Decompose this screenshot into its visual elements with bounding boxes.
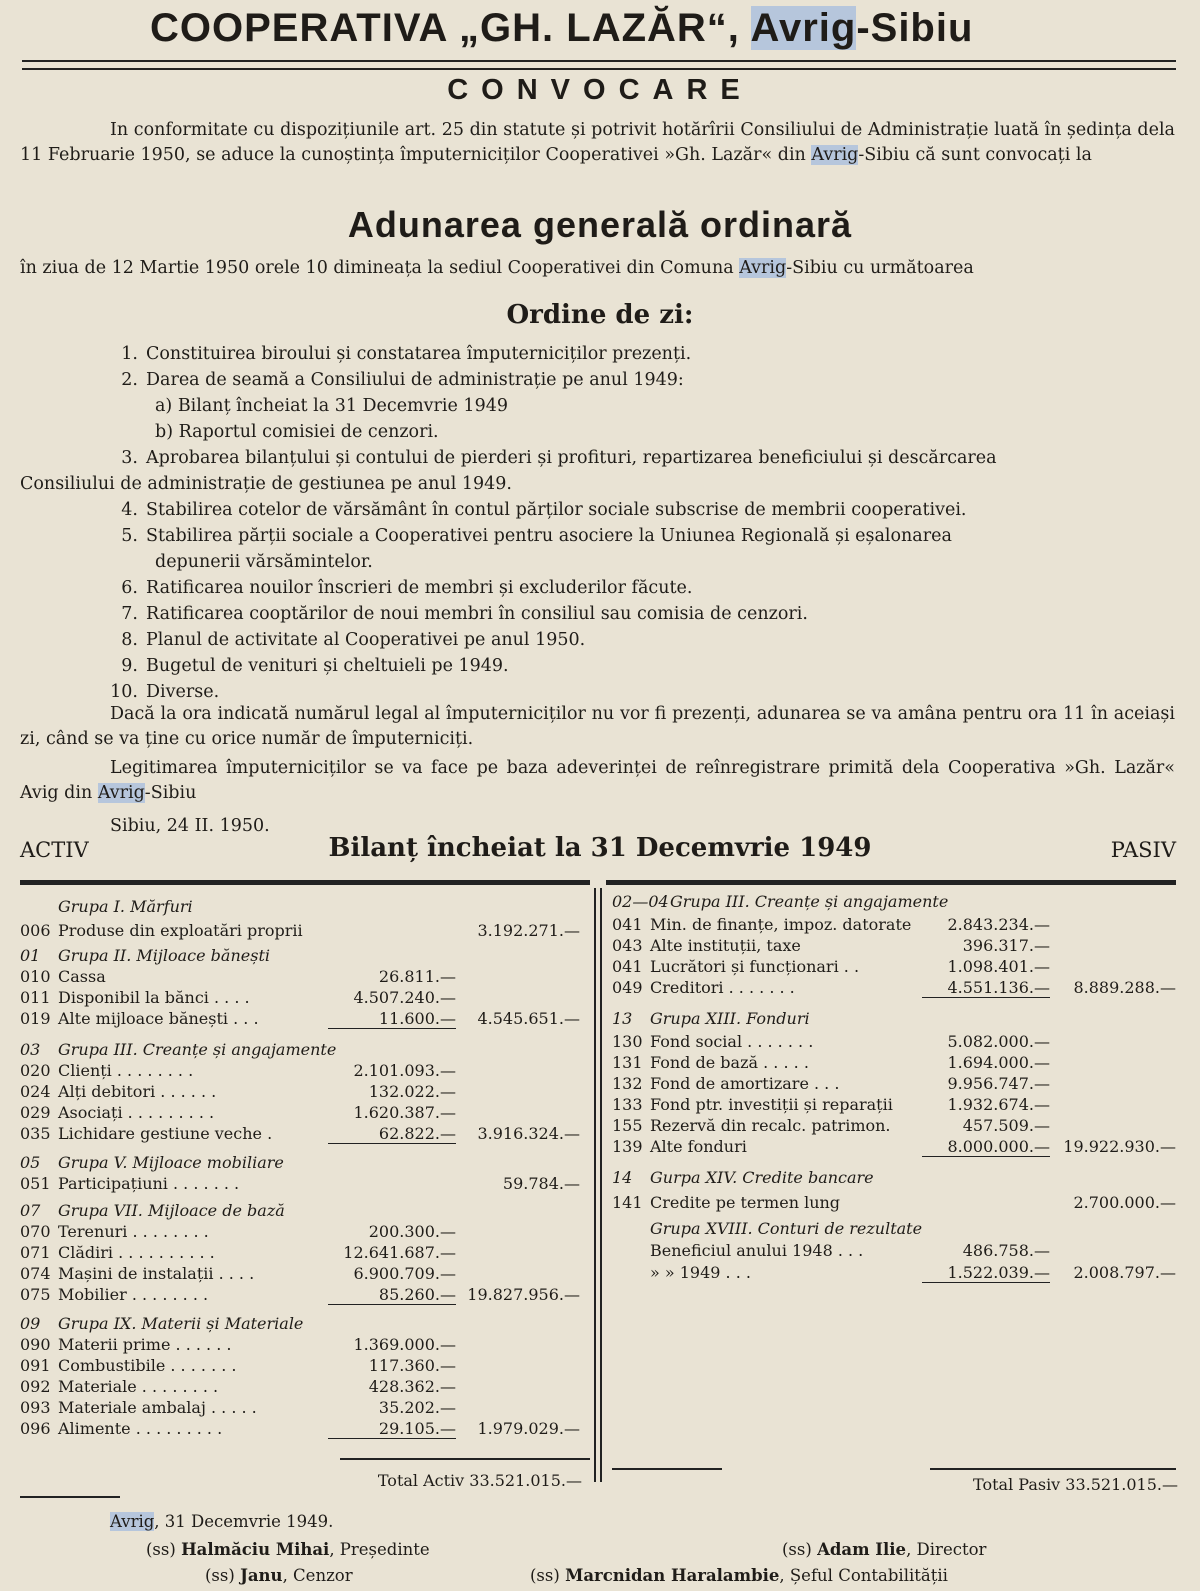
agenda-item-number: 6. (121, 578, 138, 598)
account-label: Fond ptr. investiții și reparații (650, 1095, 893, 1114)
account-amount: 11.600.— (378, 1009, 456, 1028)
agenda-item-text: b) Raportul comisiei de cenzori. (155, 422, 439, 442)
agenda-item-text: Darea de seamă a Consiliului de administrație pe anul 1949: (146, 370, 684, 390)
agenda-item-text: Aprobarea bilanțului și contului de pierderi și profituri, repartizarea beneficiului și descărcarea (146, 448, 997, 468)
account-label: Cassa (58, 967, 106, 986)
account-code: 043 (612, 936, 643, 955)
account-amount: 9.956.747.— (947, 1074, 1050, 1093)
agenda-item (108, 576, 692, 601)
account-label: Rezervă din recalc. patrimon. (650, 1116, 891, 1135)
account-amount: 1.098.401.— (947, 957, 1050, 976)
meeting-paragraph: în ziua de 12 Martie 1950 orele 10 dimineața la sediul Cooperativei din Comuna Avrig-Sibiu cu următoarea (20, 258, 974, 278)
total-activ: Total Activ 33.521.015.— (377, 1471, 582, 1490)
account-label: Clădiri . . . . . . . . . . (58, 1243, 215, 1262)
account-code: 051 (20, 1174, 51, 1193)
agenda-item-number: 5. (121, 526, 138, 546)
account-amount: 29.105.— (378, 1419, 456, 1438)
total-pasiv-left-rule (612, 1468, 722, 1470)
account-row (612, 1094, 893, 1115)
account-row (612, 1073, 839, 1094)
account-row (20, 1418, 222, 1439)
account-label: Asociați . . . . . . . . . (58, 1103, 215, 1122)
account-label: Grupa III. Creanțe și angajamente (58, 1040, 337, 1059)
account-amount: 200.300.— (368, 1222, 456, 1241)
account-row (20, 1123, 272, 1144)
account-row (612, 1136, 747, 1157)
group-total: 19.922.930.— (1063, 1137, 1176, 1156)
agenda-item-number: 8. (121, 630, 138, 650)
account-amount: 117.360.— (368, 1356, 456, 1375)
account-row (612, 914, 911, 935)
activ-heading: ACTIV (20, 838, 89, 862)
account-amount: 12.641.687.— (343, 1243, 456, 1262)
account-code: 092 (20, 1377, 51, 1396)
group-total: 4.545.651.— (477, 1009, 580, 1028)
account-code: 131 (612, 1053, 643, 1072)
agenda-item-text: a) Bilanț încheiat la 31 Decemvrie 1949 (155, 396, 508, 416)
agenda-item-number: 10. (110, 682, 138, 702)
group-total: 1.979.029.— (477, 1419, 580, 1438)
account-code: 006 (20, 921, 51, 940)
account-row (20, 1173, 239, 1194)
account-label: Alte fonduri (650, 1137, 747, 1156)
account-row (612, 1031, 813, 1052)
account-amount: 2.101.093.— (353, 1061, 456, 1080)
account-code: 024 (20, 1082, 51, 1101)
account-row (20, 1284, 208, 1305)
account-code: 029 (20, 1103, 51, 1122)
account-row (612, 977, 795, 998)
agenda-item (155, 550, 373, 575)
account-label: Terenuri . . . . . . . . (58, 1222, 209, 1241)
account-code: 041 (612, 957, 643, 976)
account-label: Credite pe termen lung (650, 1193, 841, 1212)
signature-censor: (ss) Janu, Cenzor (205, 1566, 353, 1585)
account-code: 133 (612, 1095, 643, 1114)
credentials-paragraph: Legitimarea împuterniciților se va face pe baza adeverinței de reînregistrare primită dela Cooperativa »Gh. Lazăr« Avig din Avrig-Sibiu (20, 758, 1175, 803)
account-amount: 1.369.000.— (353, 1335, 456, 1354)
account-label: Alte mijloace bănești . . . (58, 1009, 259, 1028)
account-amount: 5.082.000.— (947, 1032, 1050, 1051)
account-label: Alți debitori . . . . . . (58, 1082, 217, 1101)
agenda-item (108, 446, 997, 471)
account-label: Produse din exploatări proprii (58, 921, 303, 940)
account-code: 13 (612, 1009, 633, 1028)
agenda-item-number: 2. (121, 370, 138, 390)
agenda-item-text: Consiliului de administrație de gestiunea pe anul 1949. (20, 474, 512, 494)
account-amount: 132.022.— (368, 1082, 456, 1101)
agenda-item-text: Planul de activitate al Cooperativei pe anul 1950. (146, 630, 586, 650)
account-amount: 85.260.— (378, 1285, 456, 1304)
account-label: Grupa II. Mijloace bănești (58, 946, 270, 965)
agenda-item-text: Stabilirea părții sociale a Cooperativei pentru asociere la Uniunea Regională și eșalonarea (146, 526, 952, 546)
group-heading (20, 945, 270, 966)
account-amount: 6.900.709.— (353, 1264, 456, 1283)
group-heading (20, 1200, 285, 1221)
agenda-item (108, 524, 952, 549)
account-code: 020 (20, 1061, 51, 1080)
account-label: Materii prime . . . . . . (58, 1335, 232, 1354)
account-row (20, 1102, 214, 1123)
account-row (20, 1334, 231, 1355)
agenda-item-text: depunerii vărsămintelor. (155, 552, 373, 572)
agenda-item-number: 3. (121, 448, 138, 468)
account-code: 03 (20, 1040, 41, 1059)
pasiv-heading: PASIV (1110, 838, 1176, 862)
subtotal-rule (328, 1028, 456, 1029)
account-label: Grupa IX. Materii și Materiale (58, 1314, 304, 1333)
account-label: Combustibile . . . . . . . (58, 1356, 237, 1375)
account-amount: 457.509.— (962, 1116, 1050, 1135)
account-amount: 486.758.— (962, 1241, 1050, 1260)
group-heading (612, 891, 948, 912)
account-label: Participațiuni . . . . . . . (58, 1174, 240, 1193)
group-total: 19.827.956.— (467, 1285, 580, 1304)
group-heading (20, 1152, 284, 1173)
account-row (612, 1192, 840, 1213)
account-label: Fond social . . . . . . . (650, 1032, 814, 1051)
account-amount: 2.843.234.— (947, 915, 1050, 934)
group-total: 3.916.324.— (477, 1124, 580, 1143)
account-label: Fond de bază . . . . . (650, 1053, 809, 1072)
signature-rule (20, 1496, 120, 1498)
account-row (20, 1263, 254, 1284)
account-amount: 62.822.— (378, 1124, 456, 1143)
account-code: 035 (20, 1124, 51, 1143)
group-total: 3.192.271.— (477, 921, 580, 940)
account-label: Min. de finanțe, impoz. datorate (650, 915, 912, 934)
account-label: Alimente . . . . . . . . . (58, 1419, 223, 1438)
account-amount: 1.694.000.— (947, 1053, 1050, 1072)
total-pasiv-rule (930, 1468, 1176, 1470)
account-label: Grupa I. Mărfuri (58, 897, 193, 916)
account-label: Mobilier . . . . . . . . (58, 1285, 209, 1304)
account-amount: 396.317.— (962, 936, 1050, 955)
account-label: Grupa III. Creanțe și angajamente (670, 892, 949, 911)
account-amount: 35.202.— (378, 1398, 456, 1417)
account-code: 049 (612, 978, 643, 997)
subtotal-rule (922, 997, 1050, 998)
account-label: Materiale . . . . . . . . (58, 1377, 219, 1396)
account-code: 141 (612, 1193, 643, 1212)
account-row (612, 956, 859, 977)
account-label: Alte instituții, taxe (650, 936, 801, 955)
account-amount: 1.522.039.— (947, 1263, 1050, 1282)
account-code: 07 (20, 1201, 41, 1220)
subtotal-rule (328, 1304, 456, 1305)
account-amount: 1.932.674.— (947, 1095, 1050, 1114)
convocation-heading: CONVOCARE (447, 74, 753, 106)
account-label: Gurpa XIV. Credite bancare (650, 1168, 874, 1187)
subtotal-rule (328, 1438, 456, 1439)
account-row (20, 1081, 216, 1102)
signature-place-date: Avrig, 31 Decemvrie 1949. (110, 1512, 334, 1531)
account-code: 093 (20, 1398, 51, 1417)
account-amount: 4.551.136.— (947, 978, 1050, 997)
column-divider (594, 888, 596, 1482)
account-row (20, 1242, 215, 1263)
document-title: COOPERATIVA „GH. LAZĂR“, Avrig-Sibiu (150, 6, 974, 50)
account-row (612, 1115, 891, 1136)
account-row (612, 1240, 863, 1261)
account-row (20, 1355, 237, 1376)
agenda-item (108, 654, 509, 679)
column-divider-inner (600, 888, 602, 1482)
account-code: 074 (20, 1264, 51, 1283)
signature-director: (ss) Adam Ilie, Director (782, 1540, 987, 1559)
group-total: 59.784.— (502, 1174, 580, 1193)
account-amount: 26.811.— (378, 967, 456, 986)
account-label: Grupa XIII. Fonduri (650, 1009, 810, 1028)
agenda-item-text: Diverse. (146, 682, 220, 702)
convocation-date: Sibiu, 24 II. 1950. (110, 816, 270, 836)
account-row (20, 1060, 193, 1081)
account-label: Grupa V. Mijloace mobiliare (58, 1153, 284, 1172)
account-code: 09 (20, 1314, 41, 1333)
account-code: 02—04 (612, 892, 669, 911)
agenda-item (108, 342, 691, 367)
agenda-item-number: 1. (121, 344, 138, 364)
total-pasiv: Total Pasiv 33.521.015.— (973, 1475, 1178, 1494)
agenda-item (108, 628, 585, 653)
agenda-item (155, 394, 508, 419)
account-code: 14 (612, 1168, 633, 1187)
agenda-item (108, 368, 684, 393)
account-code: 010 (20, 967, 51, 986)
account-code: 139 (612, 1137, 643, 1156)
account-label: Clienți . . . . . . . . (58, 1061, 194, 1080)
account-code: 011 (20, 988, 51, 1007)
account-code: 096 (20, 1419, 51, 1438)
account-row (20, 1397, 257, 1418)
group-heading (20, 1039, 336, 1060)
agenda-item-number: 4. (121, 500, 138, 520)
agenda-item-number: 7. (121, 604, 138, 624)
account-code: 019 (20, 1009, 51, 1028)
signature-president: (ss) Halmăciu Mihai, Președinte (146, 1540, 430, 1559)
intro-paragraph: In conformitate cu dispozițiunile art. 25 din statute și potrivit hotărîrii Consiliului de Administrație luată în ședința dela 11 Februarie 1950, se aduce la cunoștința împuterniciților Cooperativei »Gh. Lazăr« din Avrig-Sibiu că sunt convocați la (20, 120, 1175, 165)
account-code: 130 (612, 1032, 643, 1051)
total-activ-rule (340, 1458, 590, 1460)
account-row (612, 1052, 809, 1073)
account-row (20, 987, 250, 1008)
account-code: 075 (20, 1285, 51, 1304)
agenda-item-text: Stabilirea cotelor de vărsământ în contul părților sociale subscrise de membrii cooperativei. (146, 500, 967, 520)
group-heading (20, 896, 193, 917)
account-amount: 4.507.240.— (353, 988, 456, 1007)
account-label: Lucrători și funcționari . . (650, 957, 860, 976)
account-label: Mașini de instalații . . . . (58, 1264, 255, 1283)
subtotal-rule (922, 1156, 1050, 1157)
account-amount: 8.000.000.— (947, 1137, 1050, 1156)
group-heading (612, 1167, 874, 1188)
account-amount: 1.620.387.— (353, 1103, 456, 1122)
account-row (20, 1376, 218, 1397)
account-code: 071 (20, 1243, 51, 1262)
group-total: 2.700.000.— (1073, 1193, 1176, 1212)
account-row (612, 935, 801, 956)
signature-accountant: (ss) Marcnidan Haralambie, Șeful Contabilității (530, 1566, 948, 1585)
subtotal-rule (922, 1282, 1050, 1283)
account-label: Materiale ambalaj . . . . . (58, 1398, 257, 1417)
pasiv-rule (606, 880, 1176, 885)
account-code: 01 (20, 946, 41, 965)
account-row (20, 920, 303, 941)
account-code: 155 (612, 1116, 643, 1135)
title-rule (22, 60, 1176, 70)
account-label: » » 1949 . . . (650, 1263, 751, 1282)
quorum-paragraph: Dacă la ora indicată numărul legal al împuterniciților nu vor fi prezenți, adunarea se va amâna pentru ora 11 în aceiași zi, când se va ține cu orice număr de împuterniciți. (20, 704, 1175, 749)
agenda-item-text: Constituirea biroului și constatarea împuterniciților prezenți. (146, 344, 692, 364)
agenda-item (108, 602, 808, 627)
agenda-item-number: 9. (121, 656, 138, 676)
agenda-item-text: Bugetul de venituri și cheltuieli pe 1949. (146, 656, 509, 676)
account-code: 091 (20, 1356, 51, 1375)
group-heading (20, 1313, 303, 1334)
agenda-title: Ordine de zi: (506, 300, 694, 330)
account-code: 132 (612, 1074, 643, 1093)
account-row (20, 1221, 209, 1242)
group-heading (612, 1218, 922, 1239)
account-code: 041 (612, 915, 643, 934)
agenda-item (108, 498, 966, 523)
account-row (20, 1008, 259, 1029)
agenda-item-text: Ratificarea nouilor înscrieri de membri și excluderilor făcute. (146, 578, 693, 598)
assembly-title: Adunarea generală ordinară (347, 204, 853, 245)
activ-rule (20, 880, 590, 885)
account-code: 090 (20, 1335, 51, 1354)
account-label: Lichidare gestiune veche . (58, 1124, 273, 1143)
account-label: Grupa VII. Mijloace de bază (58, 1201, 285, 1220)
account-code: 070 (20, 1222, 51, 1241)
account-label: Beneficiul anului 1948 . . . (650, 1241, 864, 1260)
agenda-item-text: Ratificarea cooptărilor de noui membri în consiliul sau comisia de cenzori. (146, 604, 808, 624)
group-heading (612, 1008, 810, 1029)
account-code: 05 (20, 1153, 41, 1172)
balance-title: Bilanț încheiat la 31 Decemvrie 1949 (328, 833, 872, 863)
account-row (612, 1262, 751, 1283)
account-label: Disponibil la bănci . . . . (58, 988, 250, 1007)
group-total: 2.008.797.— (1073, 1263, 1176, 1282)
account-label: Grupa XVIII. Conturi de rezultate (650, 1219, 923, 1238)
agenda-item (155, 420, 439, 445)
account-label: Fond de amortizare . . . (650, 1074, 840, 1093)
subtotal-rule (328, 1143, 456, 1144)
account-row (20, 966, 106, 987)
agenda-item (20, 472, 512, 497)
account-label: Creditori . . . . . . . (650, 978, 795, 997)
account-amount: 428.362.— (368, 1377, 456, 1396)
group-total: 8.889.288.— (1073, 978, 1176, 997)
